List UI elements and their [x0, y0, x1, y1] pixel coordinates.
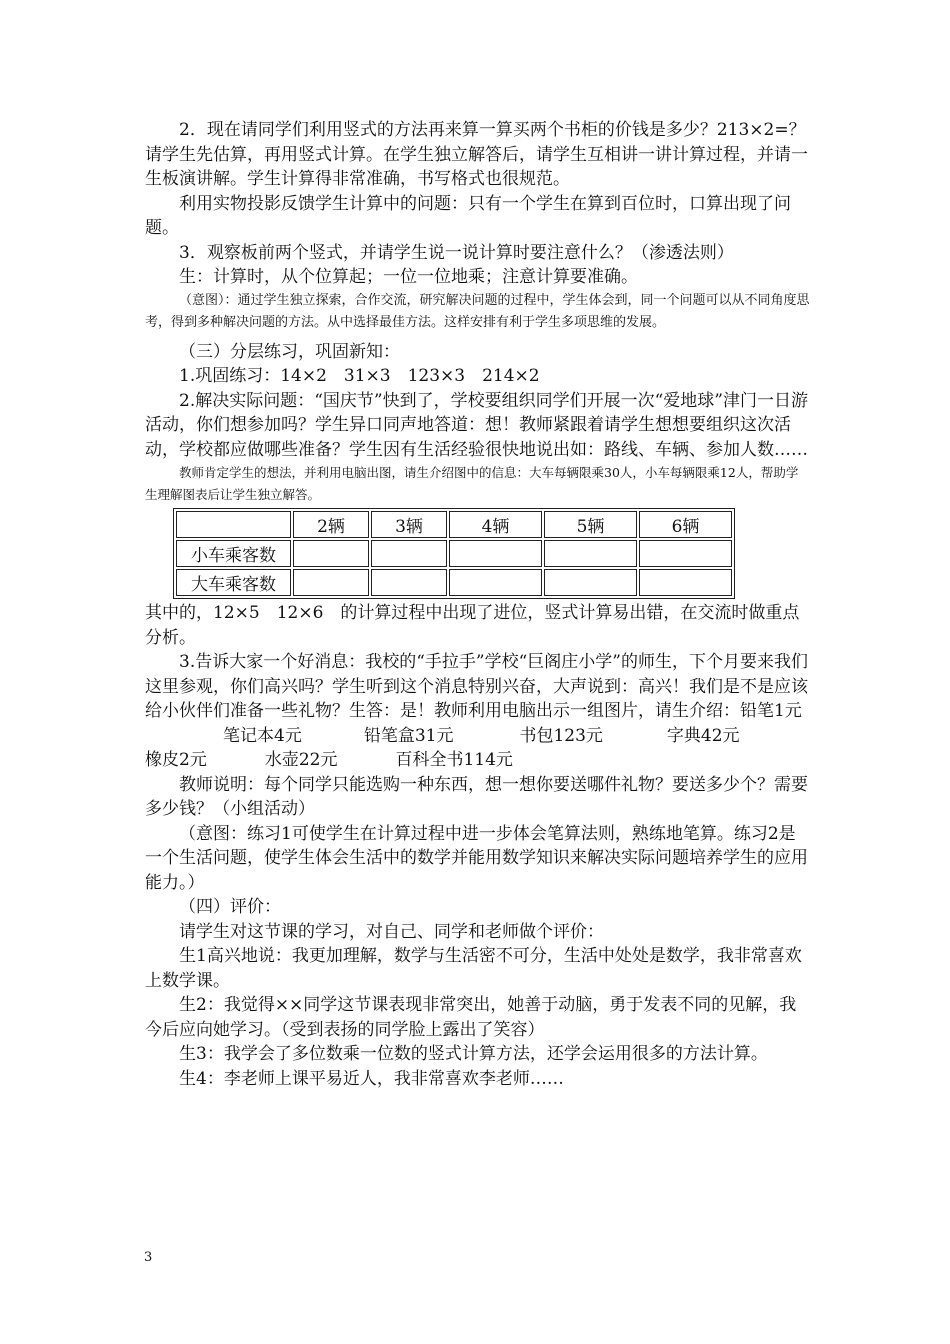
paragraph: 3．观察板前两个竖式，并请学生说一说计算时要注意什么？（渗透法则） — [179, 242, 734, 263]
gift-item: 水壶22元 — [264, 750, 338, 770]
table-header-cell: 2辆 — [293, 511, 369, 538]
table-cell — [371, 569, 447, 596]
paragraph: 生4：李老师上课平易近人，我非常喜欢李老师…… — [179, 1068, 564, 1089]
intent-note: （意图）：通过学生独立探索，合作交流，研究解决问题的过程中，学生体会到，同一个问题可以从不同角度思考，得到多种解决问题的方法。从中选择最佳方法。这样安排有利于学生多项思维的发展。 — [145, 292, 810, 330]
paragraph: 生3：我学会了多位数乘一位数的竖式计算方法，还学会运用很多的方法计算。 — [179, 1044, 768, 1064]
gift-item: 笔记本4元 — [223, 725, 302, 746]
table-header-cell: 4辆 — [449, 511, 542, 538]
table-cell — [544, 569, 637, 596]
paragraph: 教师说明：每个同学只能选购一种东西，想一想你要送哪件礼物？要送多少个？需要多少钱？（小组活动） — [145, 774, 808, 819]
passenger-table — [173, 508, 735, 599]
table-cell — [639, 569, 732, 596]
table-header-cell: 3辆 — [371, 511, 447, 538]
table-header-cell: 6辆 — [639, 511, 732, 538]
paragraph: 请学生对这节课的学习，对自己、同学和老师做个评价： — [179, 921, 604, 942]
paragraph: 教师肯定学生的想法，并利用电脑出图，请生介绍图中的信息：大车每辆限乘30人，小车每辆限乘12人，帮助学生理解图表后让学生独立解答。 — [145, 465, 799, 502]
table-header-cell: 5辆 — [544, 511, 637, 538]
section-heading: （三）分层练习，巩固新知： — [179, 341, 400, 362]
paragraph: 2．现在请同学们利用竖式的方法再来算一算买两个书柜的价钱是多少？213×2=？请学生先估算，再用竖式计算。在学生独立解答后，请学生互相讲一讲计算过程，并请一生板演讲解。学生计算得非常准确，书写格式也很规范。 — [145, 120, 808, 189]
table-cell — [449, 569, 542, 596]
gift-item: 铅笔盒31元 — [363, 725, 454, 746]
table-cell — [544, 540, 637, 567]
table-cell — [371, 540, 447, 567]
table-cell — [639, 540, 732, 567]
paragraph — [145, 650, 810, 773]
paragraph: 2.解决实际问题：“国庆节”快到了，学校要组织同学们开展一次“爱地球”津门一日游活动，你们想参加吗？学生异口同声地答道：想！教师紧跟着请学生想想要组织这次活动，学校都应做哪些准备？学生因有生活经验很快地说出如：路线、车辆、参加人数…… — [145, 390, 808, 460]
table-cell — [293, 569, 369, 596]
paragraph: 1.巩固练习：14×2 31×3 123×3 214×2 — [179, 366, 540, 386]
gift-item: 字典42元 — [666, 725, 740, 746]
gift-item: 橡皮2元 — [145, 750, 207, 770]
intent-note: （意图：练习1可使学生在计算过程中进一步体会笔算法则，熟练地笔算。练习2是一个生活问题，使学生体会生活中的数学并能用数学知识来解决实际问题培养学生的应用能力。） — [145, 823, 808, 893]
paragraph: 生：计算时，从个位算起；一位一位地乘；注意计算要准确。 — [179, 267, 638, 287]
table-cell — [449, 540, 542, 567]
section-heading: （四）评价： — [179, 897, 281, 917]
paragraph: 生1高兴地说：我更加理解，数学与生活密不可分，生活中处处是数学，我非常喜欢上数学课。 — [145, 946, 802, 991]
page-number: 3 — [144, 1250, 153, 1265]
gift-item: 铅笔1元 — [740, 701, 802, 721]
gift-item: 百科全书114元 — [395, 750, 513, 770]
table-row-label: 大车乘客数 — [176, 569, 291, 596]
gift-item: 书包123元 — [519, 725, 603, 746]
table-cell — [293, 540, 369, 567]
paragraph-text: 3.告诉大家一个好消息：我校的“手拉手”学校“巨阁庄小学”的师生，下个月要来我们这里参观，你们高兴吗？学生听到这个消息特别兴奋，大声说到：高兴！我们是不是应该给小伙伴们准备一些礼物？生答：是！教师利用电脑出示一组图片，请生介绍： — [145, 652, 808, 721]
table-header-cell — [176, 511, 291, 538]
document-page — [145, 118, 810, 1091]
paragraph: 其中的，12×5 12×6 的计算过程中出现了进位，竖式计算易出错，在交流时做重点分析。 — [145, 603, 800, 648]
paragraph: 利用实物投影反馈学生计算中的问题：只有一个学生在算到百位时，口算出现了问题。 — [145, 193, 791, 238]
table-row-label: 小车乘客数 — [176, 540, 291, 567]
paragraph: 生2：我觉得××同学这节课表现非常突出，她善于动脑，勇于发表不同的见解，我今后应向她学习。（受到表扬的同学脸上露出了笑容） — [145, 995, 797, 1040]
